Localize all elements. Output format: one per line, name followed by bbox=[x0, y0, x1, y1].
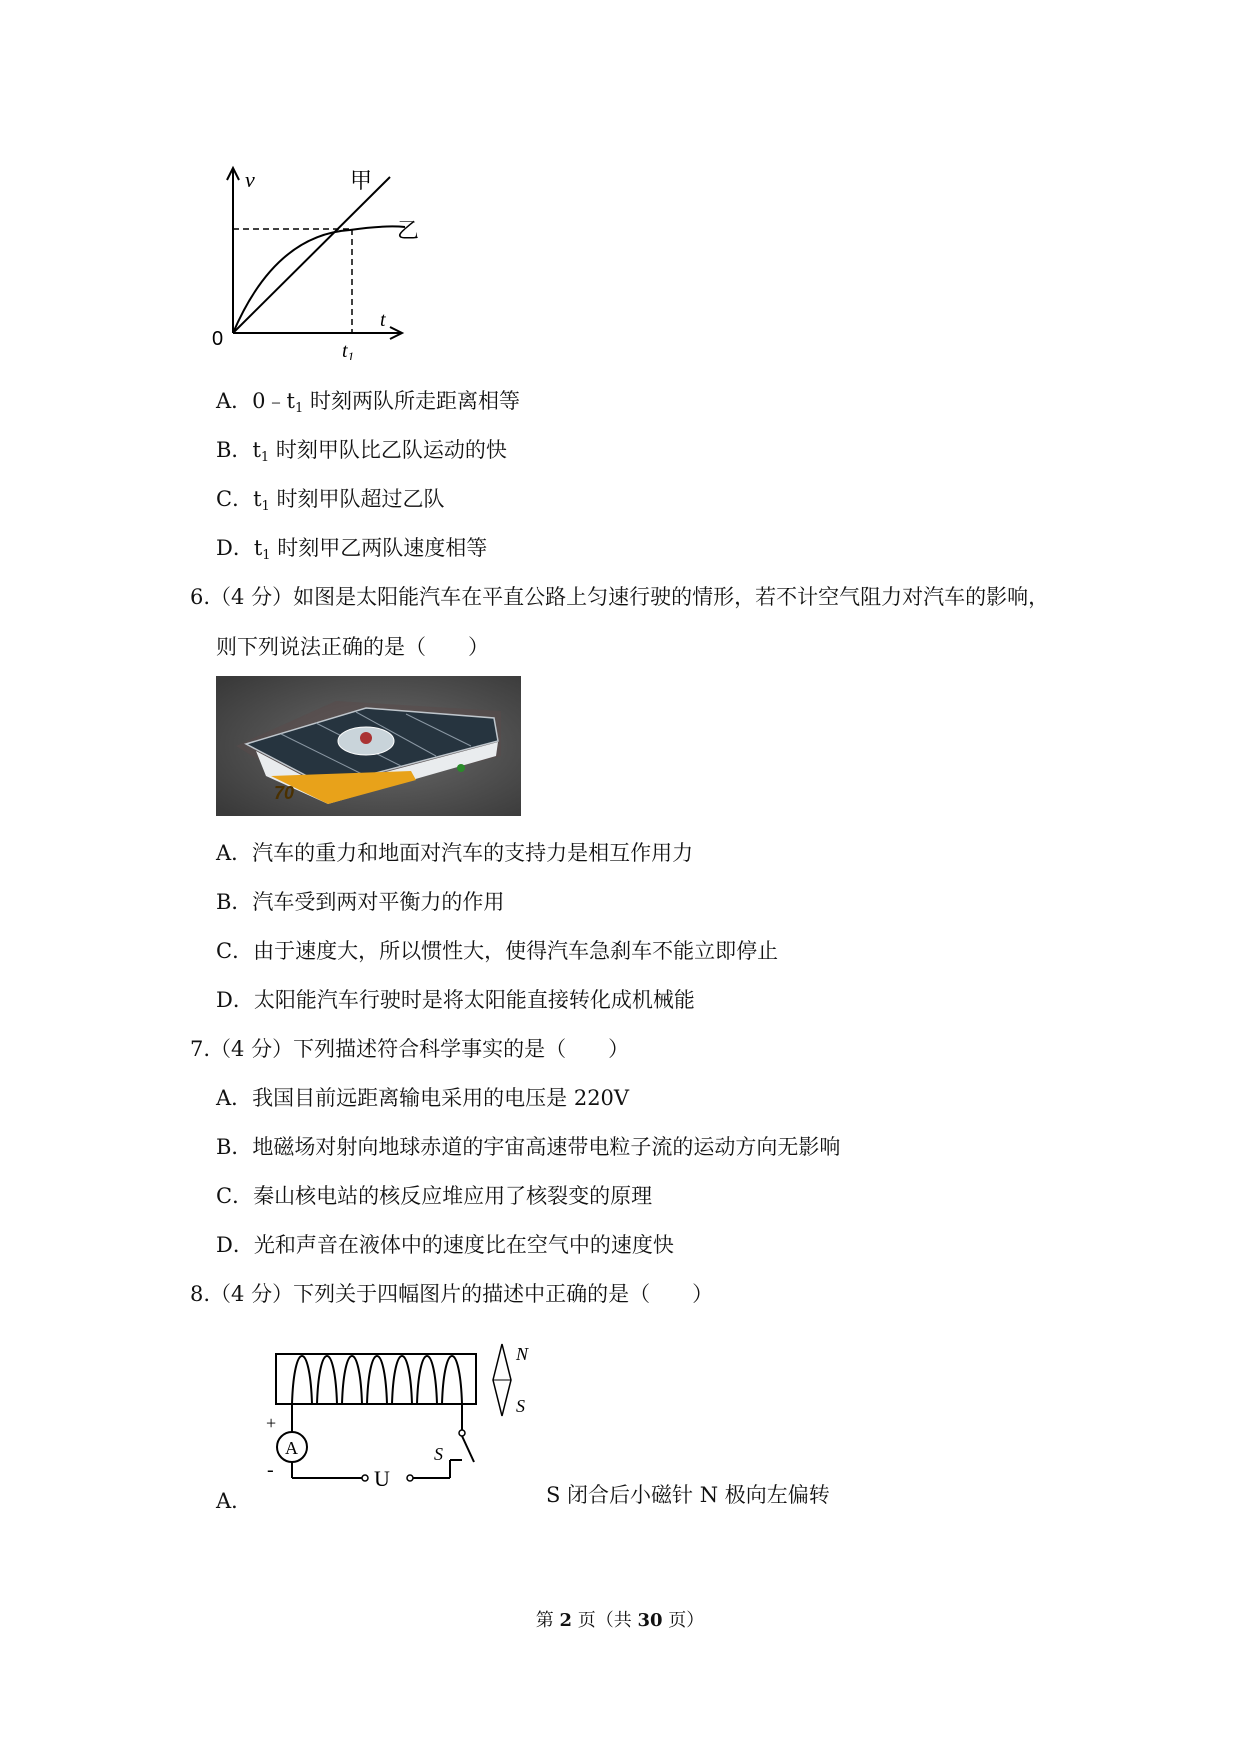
coil-windings bbox=[292, 1356, 462, 1404]
q6-stem-line1: 6.（4 分）如图是太阳能汽车在平直公路上匀速行驶的情形，若不计空气阻力对汽车的影响， bbox=[190, 585, 1050, 609]
q8-option-a-letter: A． bbox=[216, 1489, 253, 1513]
origin-label: 0 bbox=[212, 328, 224, 350]
q6-option-c: C．由于速度大，所以惯性大，使得汽车急刹车不能立即停止 bbox=[216, 939, 779, 963]
ammeter-minus: - bbox=[267, 1459, 274, 1481]
jia-label: 甲 bbox=[350, 169, 373, 194]
q6-option-a: A．汽车的重力和地面对汽车的支持力是相互作用力 bbox=[216, 841, 694, 865]
q8-option-a-text: S 闭合后小磁针 N 极向左偏转 bbox=[546, 1483, 830, 1507]
line-jia bbox=[233, 177, 390, 333]
q7-option-a: A．我国目前远距离输电采用的电压是 220V bbox=[216, 1086, 630, 1110]
q6-stem-line2: 则下列说法正确的是（ ） bbox=[216, 635, 489, 659]
q8-stem: 8.（4 分）下列关于四幅图片的描述中正确的是（ ） bbox=[190, 1282, 714, 1306]
needle-n-label: N bbox=[516, 1344, 529, 1364]
q7-option-c: C．秦山核电站的核反应堆应用了核裂变的原理 bbox=[216, 1184, 653, 1208]
page-footer: 第 2 页（共 30 页） bbox=[535, 1610, 705, 1631]
q5-option-d: D．$t_1$ 时刻甲乙两队速度相等 bbox=[216, 536, 488, 563]
t-label: t bbox=[380, 309, 386, 331]
needle-s-label: S bbox=[516, 1396, 525, 1416]
ammeter-label: A bbox=[285, 1438, 298, 1458]
yi-label: 乙 bbox=[397, 219, 420, 244]
q5-option-c: C．$t_1$ 时刻甲队超过乙队 bbox=[216, 487, 445, 514]
q7-stem: 7.（4 分）下列描述符合科学事实的是（ ） bbox=[190, 1037, 630, 1061]
q7-option-b: B．地磁场对射向地球赤道的宇宙高速带电粒子流的运动方向无影响 bbox=[216, 1135, 841, 1159]
ammeter-plus: + bbox=[266, 1413, 277, 1433]
switch-label: S bbox=[434, 1444, 443, 1464]
q7-option-d: D．光和声音在液体中的速度比在空气中的速度快 bbox=[216, 1233, 674, 1257]
car-number: 70 bbox=[274, 783, 295, 803]
q5-option-a: A．$0﹣t_1$ 时刻两队所走距离相等 bbox=[216, 389, 520, 416]
current-page: 2 bbox=[559, 1610, 572, 1631]
v-label: v bbox=[245, 167, 255, 192]
solenoid-circuit-diagram bbox=[262, 1340, 552, 1500]
solar-car-photo bbox=[216, 676, 521, 816]
q6-option-d: D．太阳能汽车行驶时是将太阳能直接转化成机械能 bbox=[216, 988, 695, 1012]
q6-option-b: B．汽车受到两对平衡力的作用 bbox=[216, 890, 505, 914]
switch-blade bbox=[462, 1436, 474, 1462]
q5-option-b: B．$t_1$ 时刻甲队比乙队运动的快 bbox=[216, 438, 507, 465]
voltage-label: U bbox=[374, 1466, 390, 1491]
total-pages: 30 bbox=[637, 1610, 663, 1631]
velocity-time-graph bbox=[200, 160, 460, 360]
t1-label: $t_1$ bbox=[342, 340, 355, 360]
